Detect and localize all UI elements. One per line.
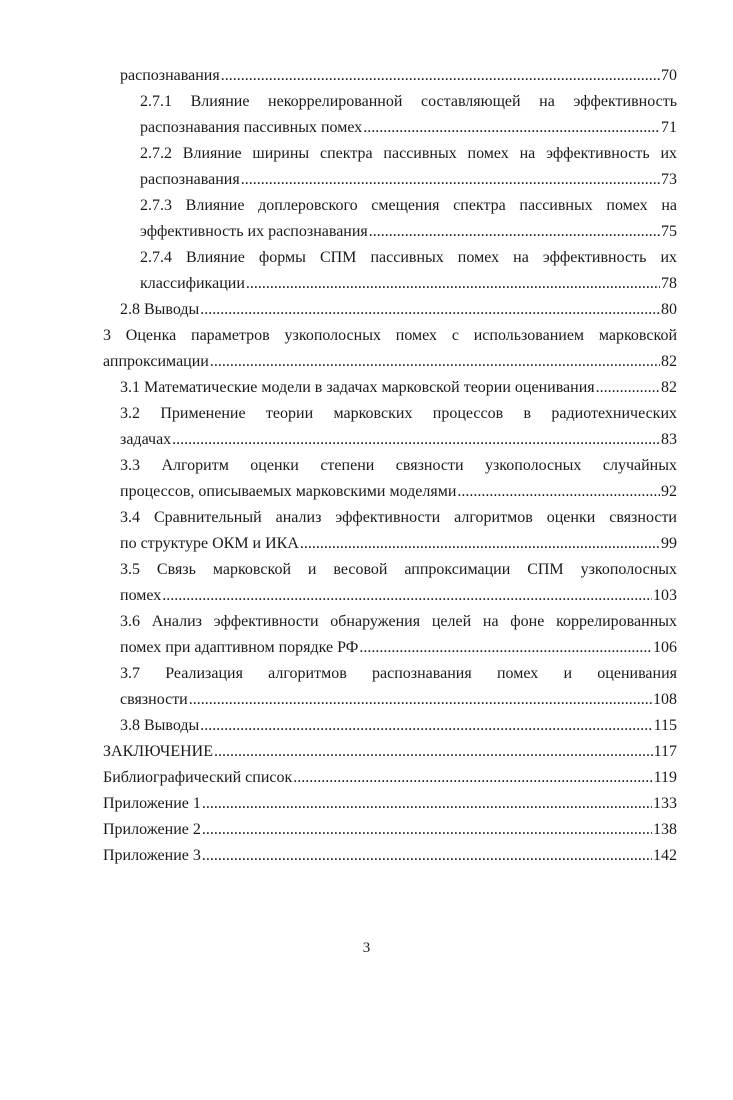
toc-entry-page-number: 103 xyxy=(653,587,677,604)
dot-leader xyxy=(363,115,660,141)
toc-entry-title: помех при адаптивном порядке РФ xyxy=(120,639,359,656)
table-of-contents xyxy=(0,63,733,869)
toc-entry-line xyxy=(140,219,677,245)
toc-entry-line xyxy=(120,479,677,505)
dot-leader xyxy=(246,271,660,297)
dot-leader xyxy=(172,427,660,453)
toc-entry-line xyxy=(140,271,677,297)
dot-leader xyxy=(202,817,652,843)
toc-entry-title: ЗАКЛЮЧЕНИЕ xyxy=(103,743,213,760)
toc-entry-page-number: 133 xyxy=(653,795,677,812)
dot-leader xyxy=(369,219,660,245)
toc-entry-title: процессов, описываемых марковскими моделями xyxy=(120,483,457,500)
dot-leader xyxy=(200,297,660,323)
toc-entry-title: по структуре ОКМ и ИКА xyxy=(120,535,299,552)
page-number: 3 xyxy=(362,940,371,956)
dot-leader xyxy=(214,739,653,765)
toc-entry-title: 2.8 Выводы xyxy=(120,301,200,318)
dot-leader xyxy=(359,635,652,661)
toc-entry-line xyxy=(103,739,677,765)
toc-entry-line xyxy=(103,843,677,869)
toc-entry-heading-line: 3.5 Связь марковской и весовой аппроксимации СПМ узкополосных xyxy=(120,561,677,578)
toc-entry-heading-line: 3 Оценка параметров узкополосных помех с использованием марковской xyxy=(103,327,677,344)
toc-entry-line xyxy=(103,349,677,375)
toc-entry-title: распознавания xyxy=(140,171,240,188)
toc-entry-title: Библиографический список xyxy=(103,769,293,786)
toc-entry-line xyxy=(120,297,677,323)
toc-entry-title: связности xyxy=(120,691,188,708)
toc-entry-title: задачах xyxy=(120,431,172,448)
toc-entry-title: помех xyxy=(120,587,162,604)
toc-entry-line xyxy=(120,635,677,661)
toc-entry-page-number: 106 xyxy=(653,639,677,656)
toc-entry-line xyxy=(120,687,677,713)
toc-entry-line xyxy=(140,115,677,141)
toc-entry-page-number: 82 xyxy=(661,379,677,396)
toc-entry-line xyxy=(120,375,677,401)
toc-entry-page-number: 119 xyxy=(653,769,677,786)
toc-entry-title: Приложение 1 xyxy=(103,795,201,812)
toc-entry-line xyxy=(103,765,677,791)
toc-entry-page-number: 108 xyxy=(653,691,677,708)
toc-entry-title: Приложение 2 xyxy=(103,821,201,838)
toc-entry-title: классификации xyxy=(140,275,245,292)
dot-leader xyxy=(200,713,652,739)
toc-entry-title: 3.8 Выводы xyxy=(120,717,200,734)
toc-entry-heading-line: 3.6 Анализ эффективности обнаружения целей на фоне коррелированных xyxy=(120,613,677,630)
dot-leader xyxy=(457,479,660,505)
toc-entry-page-number: 75 xyxy=(661,223,677,240)
toc-entry-page-number: 138 xyxy=(653,821,677,838)
dot-leader xyxy=(293,765,652,791)
toc-entry-heading-line: 3.7 Реализация алгоритмов распознавания помех и оценивания xyxy=(120,665,677,682)
dot-leader xyxy=(162,583,652,609)
toc-entry-page-number: 70 xyxy=(661,67,677,84)
toc-entry-title: 3.1 Математические модели в задачах марковской теории оценивания xyxy=(120,379,595,396)
toc-entry-page-number: 92 xyxy=(661,483,677,500)
dot-leader xyxy=(596,375,660,401)
toc-entry-heading-line: 2.7.3 Влияние доплеровского смещения спектра пассивных помех на xyxy=(140,197,677,214)
toc-entry-line xyxy=(120,531,677,557)
toc-entry-line xyxy=(120,63,677,89)
toc-entry-heading-line: 3.4 Сравнительный анализ эффективности алгоритмов оценки связности xyxy=(120,509,677,526)
toc-entry-line xyxy=(140,167,677,193)
toc-entry-title: Приложение 3 xyxy=(103,847,201,864)
dot-leader xyxy=(202,843,652,869)
toc-entry-page-number: 82 xyxy=(661,353,677,370)
toc-entry-heading-line: 2.7.1 Влияние некоррелированной составляющей на эффективность xyxy=(140,93,677,110)
toc-entry-line xyxy=(120,713,677,739)
toc-entry-page-number: 83 xyxy=(661,431,677,448)
dot-leader xyxy=(221,63,660,89)
dot-leader xyxy=(189,687,652,713)
dot-leader xyxy=(210,349,660,375)
toc-entry-page-number: 71 xyxy=(661,119,677,136)
toc-entry-heading-line: 3.2 Применение теории марковских процессов в радиотехнических xyxy=(120,405,677,422)
toc-entry-title: распознавания пассивных помех xyxy=(140,119,363,136)
toc-entry-title: распознавания xyxy=(120,67,220,84)
toc-entry-heading-line: 2.7.2 Влияние ширины спектра пассивных помех на эффективность их xyxy=(140,145,677,162)
toc-entry-title: аппроксимации xyxy=(103,353,209,370)
toc-entry-page-number: 115 xyxy=(653,717,677,734)
toc-entry-title: эффективность их распознавания xyxy=(140,223,368,240)
toc-entry-page-number: 99 xyxy=(661,535,677,552)
toc-entry-page-number: 73 xyxy=(661,171,677,188)
toc-entry-line xyxy=(120,583,677,609)
toc-entry-heading-line: 3.3 Алгоритм оценки степени связности узкополосных случайных xyxy=(120,457,677,474)
dot-leader xyxy=(241,167,660,193)
toc-entry-line xyxy=(103,817,677,843)
toc-entry-page-number: 117 xyxy=(653,743,677,760)
dot-leader xyxy=(202,791,652,817)
dot-leader xyxy=(300,531,660,557)
toc-entry-page-number: 78 xyxy=(661,275,677,292)
toc-entry-line xyxy=(120,427,677,453)
toc-entry-line xyxy=(103,791,677,817)
toc-entry-heading-line: 2.7.4 Влияние формы СПМ пассивных помех на эффективность их xyxy=(140,249,677,266)
toc-entry-page-number: 142 xyxy=(653,847,677,864)
toc-entry-page-number: 80 xyxy=(661,301,677,318)
